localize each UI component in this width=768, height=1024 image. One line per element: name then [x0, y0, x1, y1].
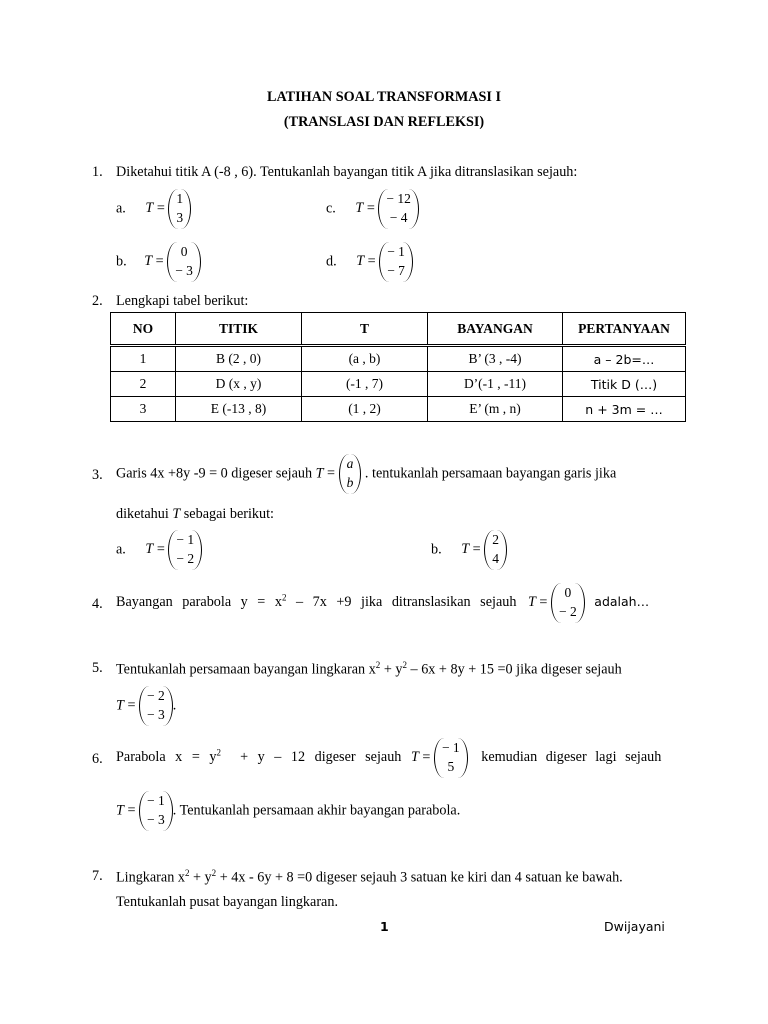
- q3-line1: [116, 454, 616, 494]
- table-header-row: [111, 313, 686, 346]
- q1-option-c: [326, 189, 419, 229]
- q2-number: 2.: [92, 293, 103, 309]
- q1-option-d: [326, 242, 413, 282]
- t-symbol: T: [527, 594, 536, 611]
- q4-tail: adalah…: [594, 594, 650, 610]
- table-cell: 1: [111, 346, 176, 372]
- table-cell: E’ (m , n): [428, 397, 563, 422]
- translation-vector: a b: [339, 454, 362, 494]
- table-cell: (1 , 2): [302, 397, 428, 422]
- t-symbol: T: [461, 541, 470, 558]
- equals-sign: =: [422, 749, 431, 766]
- equals-sign: =: [472, 541, 481, 558]
- author-name: Dwijayani: [604, 919, 665, 934]
- q6-line1: [116, 738, 676, 778]
- table-cell: E (-13 , 8): [176, 397, 302, 422]
- q4-line: [116, 583, 676, 623]
- table-header: T: [302, 313, 428, 346]
- t-symbol: T: [144, 253, 153, 270]
- option-label: d.: [326, 253, 337, 270]
- t-symbol: T: [355, 200, 364, 217]
- translation-vector: 2 4: [484, 530, 507, 570]
- t-symbol: T: [172, 506, 181, 522]
- equals-sign: =: [327, 465, 336, 482]
- translation-vector: − 12 − 4: [378, 189, 419, 229]
- equals-sign: =: [366, 200, 375, 217]
- table-cell: D (x , y): [176, 372, 302, 397]
- q6-text: Parabola $x = y^2 + y - 12$ digeser sejauh: [116, 747, 402, 766]
- translation-vector: − 1 − 3: [139, 791, 173, 831]
- t-symbol: T: [116, 697, 124, 714]
- option-label: b.: [431, 541, 442, 558]
- table-header: BAYANGAN: [428, 313, 563, 346]
- q3-text-tail: . tentukanlah persamaan bayangan garis jika: [364, 465, 617, 482]
- table-header: NO: [111, 313, 176, 346]
- table-cell: 2: [111, 372, 176, 397]
- table-header: TITIK: [176, 313, 302, 346]
- doc-title: LATIHAN SOAL TRANSFORMASI I: [266, 89, 501, 105]
- table-row: [111, 372, 686, 397]
- t-symbol: T: [116, 802, 124, 819]
- option-label: a.: [116, 200, 126, 217]
- translation-vector: − 1 − 7: [379, 242, 413, 282]
- table-header: PERTANYAAN: [563, 313, 686, 346]
- q7-number: 7.: [92, 868, 103, 884]
- q7-text: Lingkaran $x^2 + y^2 + 4x - 6y + 8 =0$ digeser sejauh 3 satuan ke kiri dan 4 satuan ke bawah.: [116, 868, 623, 886]
- t-symbol: T: [145, 541, 154, 558]
- t-symbol: T: [410, 749, 419, 766]
- table-cell: B (2 , 0): [176, 346, 302, 372]
- q5-text: Tentukanlah persamaan bayangan lingkaran $x^2 + y^2 - 6x + 8y + 15 =0$ jika digeser sejauh: [116, 660, 622, 678]
- table-row: [111, 397, 686, 422]
- q3-number: 3.: [92, 467, 103, 483]
- translation-vector: 1 3: [168, 189, 191, 229]
- table-cell: D’(-1 , -11): [428, 372, 563, 397]
- q1-option-b: [116, 242, 201, 282]
- table-cell: a – 2b=…: [563, 346, 686, 372]
- translation-vector: 0 − 3: [167, 242, 201, 282]
- q3-line2: diketahui T sebagai berikut:: [116, 506, 274, 522]
- t-symbol: T: [145, 200, 154, 217]
- t-symbol: T: [315, 465, 324, 482]
- q1-option-a: [116, 189, 191, 229]
- q3-text: Garis 4x +8y -9 = 0 digeser sejauh: [116, 465, 313, 482]
- table-row: [111, 346, 686, 372]
- equals-sign: =: [156, 541, 165, 558]
- t-symbol: T: [356, 253, 365, 270]
- option-label: c.: [326, 200, 336, 217]
- table-cell: B’ (3 , -4): [428, 346, 563, 372]
- q1-text: Diketahui titik A (-8 , 6). Tentukanlah bayangan titik A jika ditranslasikan sejauh:: [116, 164, 578, 180]
- table-cell: Titik D (…): [563, 372, 686, 397]
- equals-sign: =: [539, 594, 548, 611]
- q6-number: 6.: [92, 751, 103, 767]
- q4-text: Bayangan parabola $y = x^2 - 7x +9$ jika ditranslasikan sejauh: [116, 592, 517, 611]
- table-cell: 3: [111, 397, 176, 422]
- table-cell: (a , b): [302, 346, 428, 372]
- table-cell: n + 3m = …: [563, 397, 686, 422]
- q3-option-a: [116, 530, 202, 570]
- translation-vector: − 2 − 3: [139, 686, 173, 726]
- option-label: b.: [116, 253, 127, 270]
- page-number: 1: [380, 919, 389, 934]
- equals-sign: =: [367, 253, 376, 270]
- q1-number: 1.: [92, 164, 103, 180]
- q6-text-tail: kemudian digeser lagi sejauh: [481, 749, 662, 766]
- equals-sign: =: [127, 697, 136, 714]
- q2-text: Lengkapi tabel berikut:: [116, 293, 249, 309]
- equals-sign: =: [156, 200, 165, 217]
- transform-table: [110, 312, 686, 422]
- q6-line2: T = − 1 − 3 . Tentukanlah persamaan akhir bayangan parabola.: [116, 791, 460, 831]
- q5-number: 5.: [92, 660, 103, 676]
- translation-vector: 0 − 2: [551, 583, 585, 623]
- equals-sign: =: [127, 802, 136, 819]
- translation-vector: − 1 5: [434, 738, 468, 778]
- equals-sign: =: [155, 253, 164, 270]
- doc-subtitle: (TRANSLASI DAN REFLEKSI): [283, 114, 485, 130]
- q3-option-b: [431, 530, 507, 570]
- q7-line2: Tentukanlah pusat bayangan lingkaran.: [116, 894, 338, 910]
- q5-vector-line: T = − 2 − 3 .: [116, 686, 176, 726]
- translation-vector: − 1 − 2: [168, 530, 202, 570]
- option-label: a.: [116, 541, 126, 558]
- q4-number: 4.: [92, 596, 103, 612]
- table-cell: (-1 , 7): [302, 372, 428, 397]
